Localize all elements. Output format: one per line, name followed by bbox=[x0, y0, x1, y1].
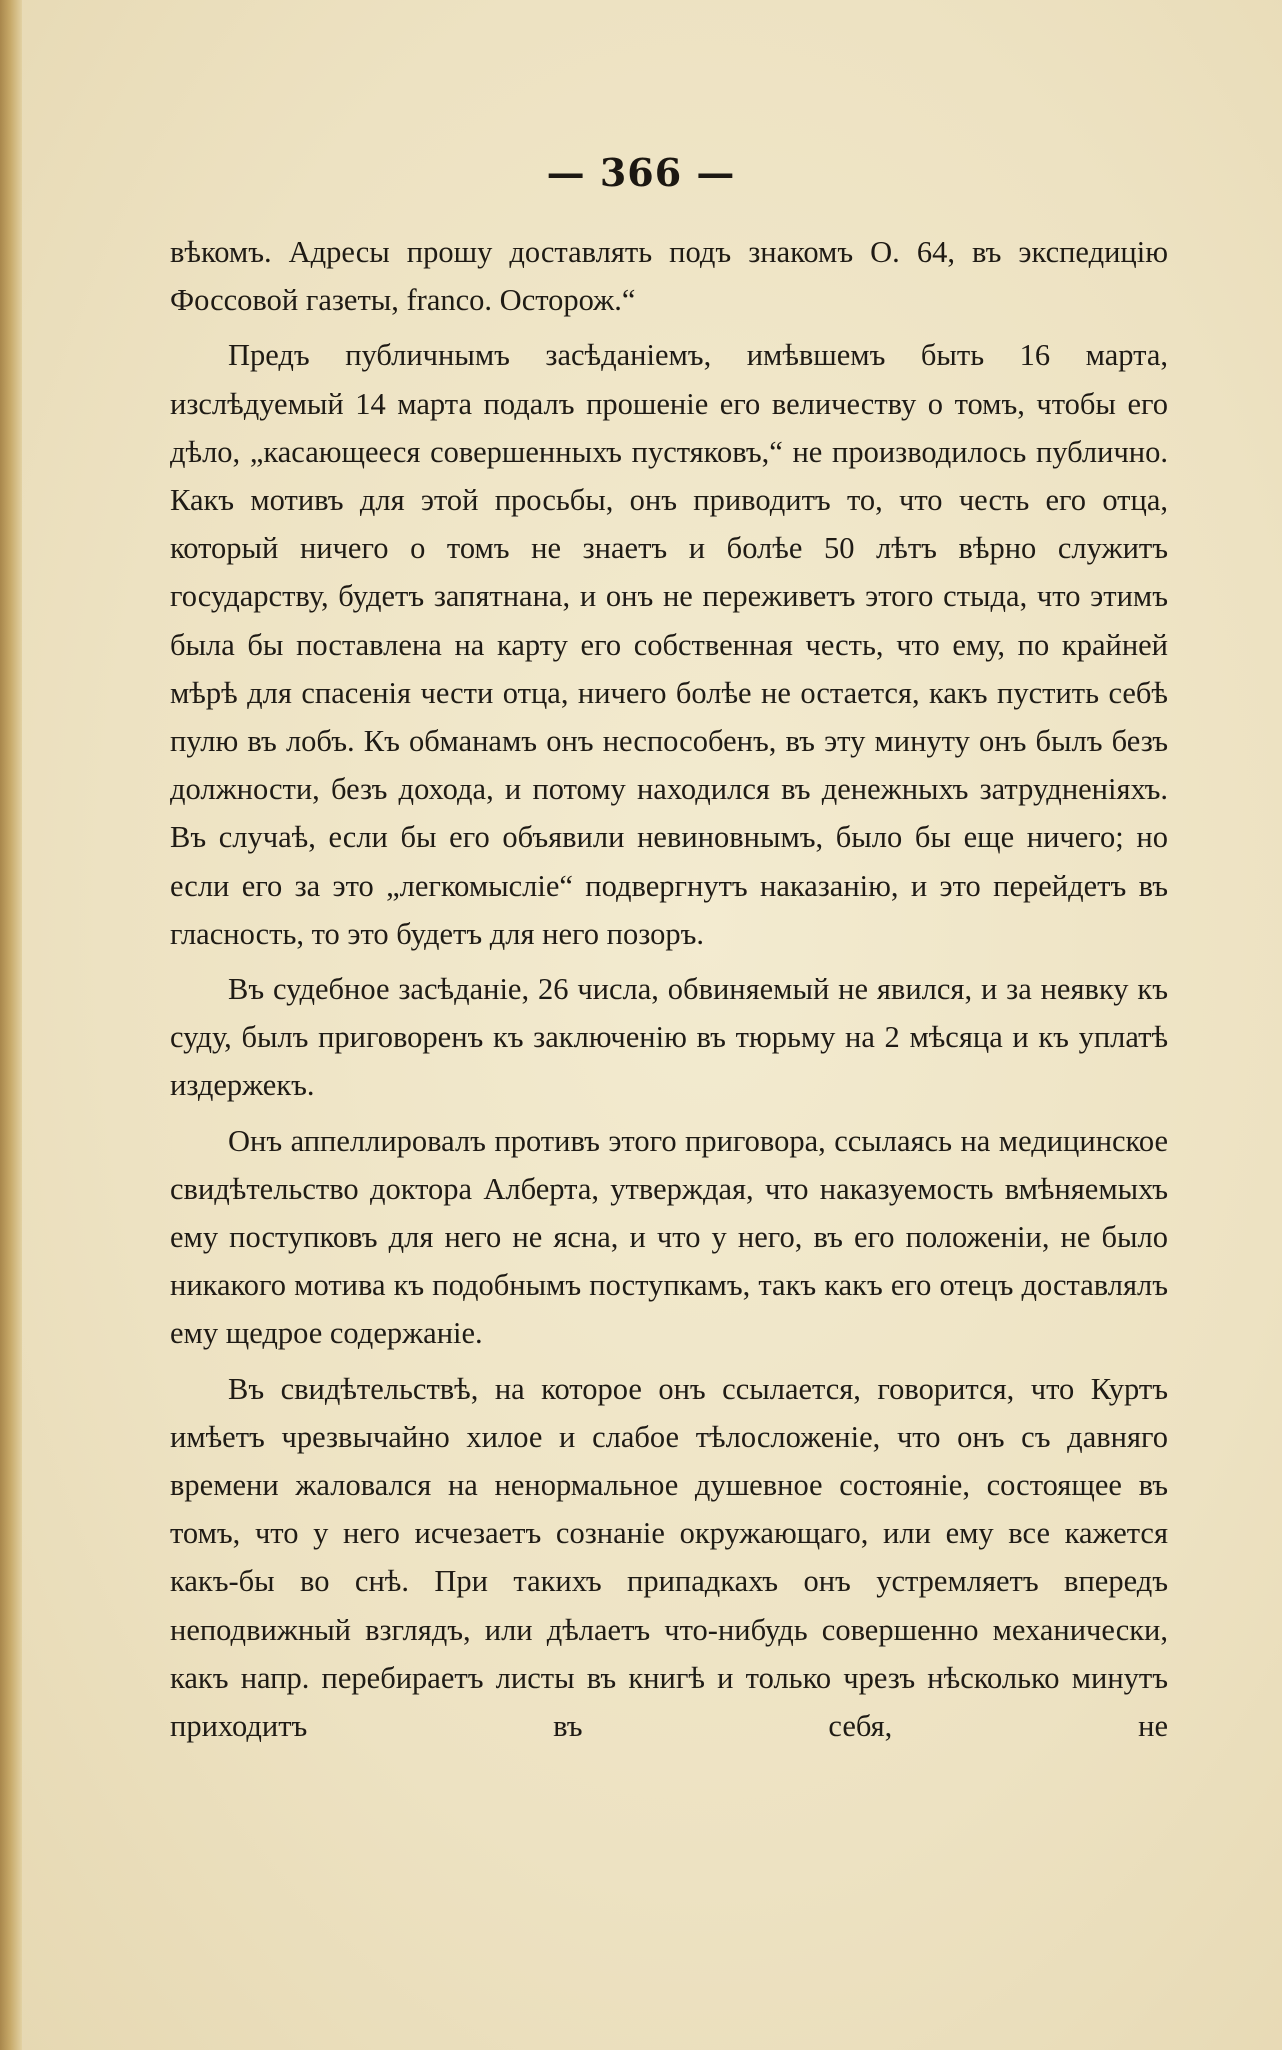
paragraph-continuation: вѣкомъ. Адресы прошу доставлять подъ знакомъ О. 64, въ экспедицію Фоссовой газеты, franco. Осторож.“ bbox=[170, 235, 1168, 318]
page-binding-edge bbox=[0, 0, 22, 2050]
paragraph-certificate: Въ свидѣтельствѣ, на которое онъ ссылается, говорится, что Куртъ имѣетъ чрезвычайно хилое и слабое тѣлосложеніе, что онъ съ давняго времени жаловался на ненормальное душевное состояніе, состоящее въ томъ, что у него исчезаетъ сознаніе окружающаго, или ему все кажется какъ-бы во снѣ. При такихъ припадкахъ онъ устремляетъ впередъ неподвижный взглядъ, или дѣлаетъ что-нибудь совершенно механически, какъ напр. перебираетъ листы въ книгѣ и только чрезъ нѣсколько минутъ приходитъ въ себя, не bbox=[170, 1371, 1168, 1744]
paragraph-appeal: Онъ аппеллировалъ противъ этого приговора, ссылаясь на медицинское свидѣтельство доктора Алберта, утверждая, что наказуемость вмѣняемыхъ ему поступковъ для него не ясна, и что у него, въ его положеніи, не было никакого мотива къ подобнымъ поступкамъ, такъ какъ его отецъ доставлялъ ему щедрое содержаніе. bbox=[170, 1123, 1168, 1351]
paragraph-petition: Предъ публичнымъ засѣданіемъ, имѣвшемъ быть 16 марта, изслѣдуемый 14 марта подалъ прошеніе его величеству о томъ, чтобы его дѣло, „касающееся совершенныхъ пустяковъ,“ не производилось публично. Какъ мотивъ для этой просьбы, онъ приводитъ то, что честь его отца, который ничего о томъ не знаетъ и болѣе 50 лѣтъ вѣрно служитъ государству, будетъ запятнана, и онъ не переживетъ этого стыда, что этимъ была бы поставлена на карту его собственная честь, что ему, по крайней мѣрѣ для спасенія чести отца, ничего болѣе не остается, какъ пустить себѣ пулю въ лобъ. Къ обманамъ онъ неспособенъ, въ эту минуту онъ былъ безъ должности, безъ дохода, и потому находился въ денежныхъ затрудненіяхъ. Въ случаѣ, если бы его объявили невиновнымъ, было бы еще ничего; но если его за это „легкомысліе“ подвергнутъ наказанію, и это перейдетъ въ гласность, то это будетъ для него позоръ. bbox=[170, 338, 1168, 951]
page-number: — 366 — bbox=[546, 150, 736, 195]
body-text bbox=[170, 228, 1168, 1757]
paragraph-court-session: Въ судебное засѣданіе, 26 числа, обвиняемый не явился, и за неявку къ суду, былъ приговоренъ къ заключенію въ тюрьму на 2 мѣсяца и къ уплатѣ издержекъ. bbox=[170, 972, 1168, 1103]
